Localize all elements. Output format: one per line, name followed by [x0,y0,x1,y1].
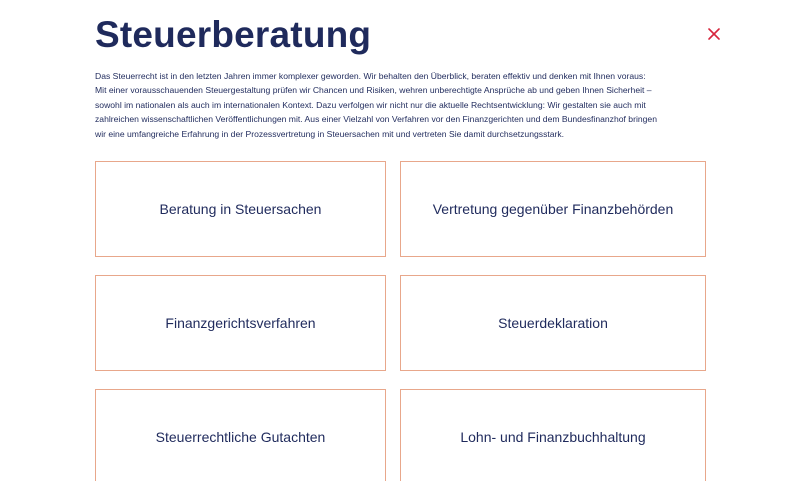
intro-line: zahlreichen wissenschaftlichen Veröffentlichungen mit. Aus einer Vielzahl von Verfahren vor den Finanzgerichten und dem Bundesfinanzhof bringen [95,114,657,125]
service-card-finanzgericht[interactable] [95,275,386,371]
service-card-gutachten[interactable] [95,389,386,481]
intro-line: wir eine umfangreiche Erfahrung in der Prozessvertretung in Steuersachen mit und vertreten Sie damit durchsetzungsstark. [95,128,565,139]
service-card-deklaration[interactable] [400,275,706,371]
service-card-buchhaltung[interactable] [400,389,706,481]
close-button[interactable] [704,24,724,44]
intro-line: Das Steuerrecht ist in den letzten Jahren immer komplexer geworden. Wir behalten den Überblick, beraten effektiv und denken mit Ihnen voraus: [95,71,646,81]
service-card-beratung[interactable] [95,161,386,257]
intro-line: sowohl im nationalen als auch im internationalen Kontext. Dazu verfolgen wir nicht nur die aktuelle Rechtsentwicklung: Wir gestalten sie auch mit [95,99,646,110]
service-card-label: Finanzgerichtsverfahren [165,315,316,331]
service-card-label: Beratung in Steuersachen [159,201,322,217]
service-card-label: Steuerrechtliche Gutachten [155,429,326,445]
intro-line: Mit einer vorausschauenden Steuergestaltung prüfen wir Chancen und Risiken, wehren unberechtigte Ansprüche ab und geben Ihnen Sicherheit – [95,85,652,96]
service-card-vertretung[interactable] [400,161,706,257]
page-title: Steuerberatung [95,14,372,55]
intro-text [95,69,715,141]
close-icon [704,24,724,44]
service-card-label: Lohn- und Finanzbuchhaltung [460,429,646,445]
service-card-label: Vertretung gegenüber Finanzbehörden [432,201,674,217]
service-card-label: Steuerdeklaration [498,315,608,331]
